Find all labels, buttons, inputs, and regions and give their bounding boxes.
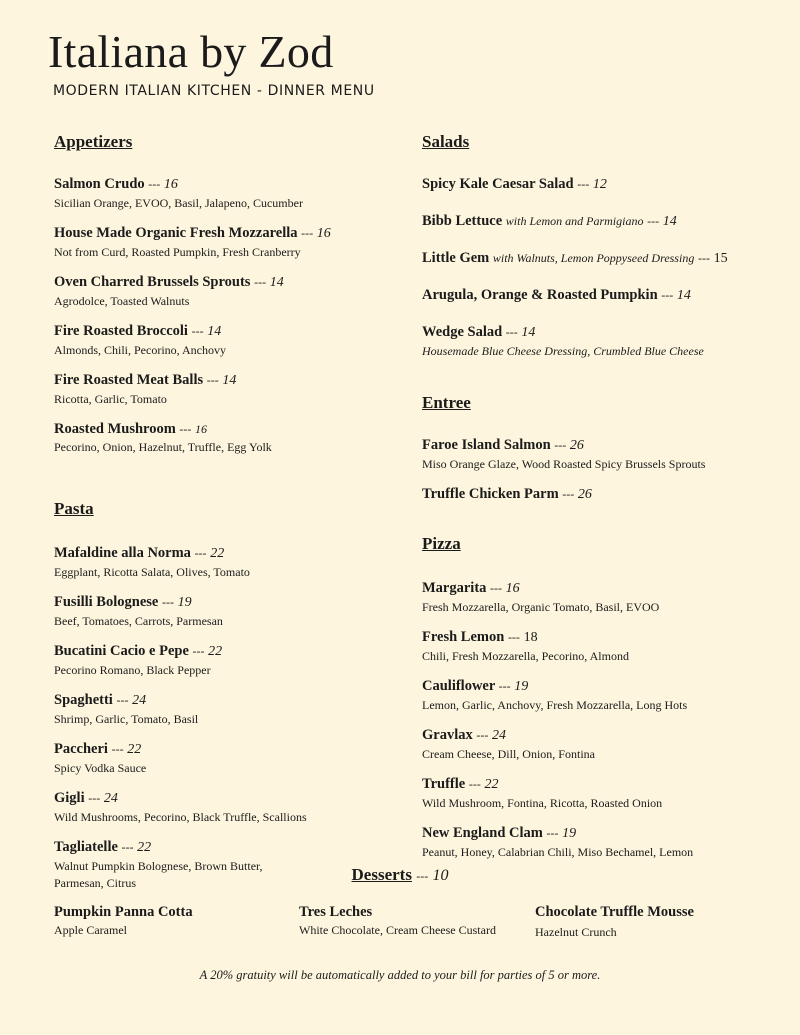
item-name: Chocolate Truffle Mousse [535, 904, 694, 920]
item-name: Pumpkin Panna Cotta [54, 904, 193, 920]
menu-item: Fire Roasted Meat Balls --- 14 Ricotta, Garlic, Tomato [54, 371, 394, 407]
item-note: with Lemon and Parmigiano [505, 214, 644, 228]
right-column [422, 132, 792, 860]
item-note: with Walnuts, Lemon Poppyseed Dressing [492, 251, 695, 265]
item-description: White Chocolate, Cream Cheese Custard [299, 923, 496, 937]
item-description: Chili, Fresh Mozzarella, Pecorino, Almond [422, 649, 629, 663]
item-name: Fusilli Bolognese [54, 594, 159, 610]
pasta-section [54, 499, 394, 891]
menu-item: Fusilli Bolognese --- 19 Beef, Tomatoes, Carrots, Parmesan [54, 593, 394, 629]
item-price: 14 [222, 373, 237, 388]
menu-item: Bucatini Cacio e Pepe --- 22 Pecorino Romano, Black Pepper [54, 642, 394, 678]
restaurant-title: Italiana by Zod [48, 26, 334, 77]
item-price: 12 [592, 177, 607, 192]
gratuity-note: A 20% gratuity will be automatically added to your bill for parties of 5 or more. [199, 968, 601, 982]
item-price: 14 [662, 214, 677, 229]
item-price: 19 [177, 595, 192, 610]
item-price: 16 [195, 422, 208, 436]
item-price: 18 [523, 630, 538, 645]
menu-item: Little Gem with Walnuts, Lemon Poppyseed Dressing --- 15 [422, 250, 728, 266]
item-price: 22 [208, 644, 223, 659]
item-description: Beef, Tomatoes, Carrots, Parmesan [54, 614, 223, 628]
item-description: Miso Orange Glaze, Wood Roasted Spicy Brussels Sprouts [422, 457, 706, 471]
item-name: Faroe Island Salmon [422, 437, 551, 453]
entree-section [422, 393, 792, 504]
dessert-item [299, 903, 539, 938]
item-name: Truffle [422, 776, 466, 792]
item-name: Mafaldine alla Norma [54, 545, 191, 561]
menu-item: House Made Organic Fresh Mozzarella --- 16 Not from Curd, Roasted Pumpkin, Fresh Cranberry [54, 224, 394, 260]
item-description: Lemon, Garlic, Anchovy, Fresh Mozzarella, Long Hots [422, 698, 688, 712]
menu-item: Gigli --- 24 Wild Mushrooms, Pecorino, Black Truffle, Scallions [54, 789, 394, 825]
appetizers-section [54, 132, 394, 455]
item-price: 14 [269, 275, 284, 290]
salads-heading: Salads [422, 132, 470, 151]
menu-item: Spicy Kale Caesar Salad --- 12 [422, 176, 607, 192]
item-name: Bucatini Cacio e Pepe [54, 643, 189, 659]
item-price: 22 [127, 742, 142, 757]
item-name: Gigli [54, 790, 85, 806]
menu-item: Margarita --- 16 Fresh Mozzarella, Organic Tomato, Basil, EVOO [422, 579, 792, 615]
item-price: 15 [713, 251, 728, 266]
menu-item: Gravlax --- 24 Cream Cheese, Dill, Onion, Fontina [422, 726, 792, 762]
desserts-title: Desserts [351, 865, 412, 884]
menu-item: Cauliflower --- 19 Lemon, Garlic, Anchovy, Fresh Mozzarella, Long Hots [422, 677, 792, 713]
menu-item: Salmon Crudo --- 16 Sicilian Orange, EVOO, Basil, Jalapeno, Cucumber [54, 175, 394, 211]
item-name: Truffle Chicken Parm [422, 486, 559, 502]
menu-item: Oven Charred Brussels Sprouts --- 14 Agrodolce, Toasted Walnuts [54, 273, 394, 309]
item-description: Walnut Pumpkin Bolognese, Brown Butter, [54, 859, 263, 873]
entree-heading: Entree [422, 393, 471, 412]
menu-item: Faroe Island Salmon --- 26 Miso Orange Glaze, Wood Roasted Spicy Brussels Sprouts [422, 436, 792, 472]
item-price: 14 [521, 325, 536, 340]
item-description: Apple Caramel [54, 923, 127, 937]
menu-item: Truffle Chicken Parm --- 26 [422, 486, 592, 502]
menu-subtitle: MODERN ITALIAN KITCHEN - DINNER MENU [53, 83, 375, 99]
item-name: Little Gem [422, 250, 490, 266]
item-description: Sicilian Orange, EVOO, Basil, Jalapeno, Cucumber [54, 196, 303, 210]
menu-item: Bibb Lettuce with Lemon and Parmigiano --- 14 [422, 213, 677, 229]
item-name: Wedge Salad [422, 324, 503, 340]
item-description: Hazelnut Crunch [535, 925, 617, 939]
menu-item: Fire Roasted Broccoli --- 14 Almonds, Chili, Pecorino, Anchovy [54, 322, 394, 358]
item-description: Parmesan, Citrus [54, 876, 136, 890]
dessert-item [535, 903, 775, 940]
menu-item: Wedge Salad --- 14 Housemade Blue Cheese Dressing, Crumbled Blue Cheese [422, 323, 792, 359]
menu-item: Fresh Lemon --- 18 Chili, Fresh Mozzarella, Pecorino, Almond [422, 628, 792, 664]
item-description: Shrimp, Garlic, Tomato, Basil [54, 712, 199, 726]
item-price: 16 [505, 581, 520, 596]
item-price: 19 [514, 679, 529, 694]
item-price: 24 [103, 791, 118, 806]
pizza-heading: Pizza [422, 534, 461, 553]
menu-item: New England Clam --- 19 Peanut, Honey, Calabrian Chili, Miso Bechamel, Lemon [422, 824, 792, 860]
item-description: Pecorino, Onion, Hazelnut, Truffle, Egg Yolk [54, 440, 272, 454]
pizza-section [422, 534, 792, 860]
menu-item: Spaghetti --- 24 Shrimp, Garlic, Tomato, Basil [54, 691, 394, 727]
item-price: 26 [569, 438, 584, 453]
item-description: Almonds, Chili, Pecorino, Anchovy [54, 343, 226, 357]
item-name: Roasted Mushroom [54, 421, 176, 437]
item-price: 22 [210, 546, 225, 561]
menu-item: Tagliatelle --- 22 Walnut Pumpkin Bolognese, Brown Butter, Parmesan, Citrus [54, 838, 394, 891]
menu-item: Truffle --- 22 Wild Mushroom, Fontina, Ricotta, Roasted Onion [422, 775, 792, 811]
item-price: 24 [132, 693, 147, 708]
item-name: New England Clam [422, 825, 543, 841]
item-name: Spaghetti [54, 692, 113, 708]
item-price: 14 [207, 324, 222, 339]
item-description: Wild Mushrooms, Pecorino, Black Truffle, Scallions [54, 810, 307, 824]
menu-item: Mafaldine alla Norma --- 22 Eggplant, Ricotta Salata, Olives, Tomato [54, 544, 394, 580]
item-description: Pecorino Romano, Black Pepper [54, 663, 211, 677]
item-name: Tagliatelle [54, 839, 118, 855]
desserts-price: 10 [432, 867, 449, 884]
dessert-item [54, 903, 294, 938]
salads-section [422, 132, 792, 359]
item-name: Spicy Kale Caesar Salad [422, 176, 574, 192]
item-name: House Made Organic Fresh Mozzarella [54, 225, 298, 241]
item-name: Salmon Crudo [54, 176, 145, 192]
item-price: 14 [676, 288, 691, 303]
item-name: Fire Roasted Meat Balls [54, 372, 204, 388]
item-name: Arugula, Orange & Roasted Pumpkin [422, 287, 658, 303]
item-name: Oven Charred Brussels Sprouts [54, 274, 251, 290]
item-name: Gravlax [422, 727, 473, 743]
menu-item: Paccheri --- 22 Spicy Vodka Sauce [54, 740, 394, 776]
appetizers-heading: Appetizers [54, 132, 133, 151]
item-description: Housemade Blue Cheese Dressing, Crumbled Blue Cheese [422, 344, 704, 358]
item-price: 19 [562, 826, 577, 841]
item-name: Bibb Lettuce [422, 213, 503, 229]
menu-item: Arugula, Orange & Roasted Pumpkin --- 14 [422, 287, 691, 303]
item-price: 26 [577, 487, 592, 502]
item-name: Fresh Lemon [422, 629, 505, 645]
item-description: Eggplant, Ricotta Salata, Olives, Tomato [54, 565, 250, 579]
left-column [54, 132, 394, 891]
item-description: Spicy Vodka Sauce [54, 761, 147, 775]
menu-item: Roasted Mushroom --- 16 Pecorino, Onion, Hazelnut, Truffle, Egg Yolk [54, 420, 394, 455]
item-description: Fresh Mozzarella, Organic Tomato, Basil, EVOO [422, 600, 660, 614]
item-price: 16 [316, 226, 331, 241]
item-name: Margarita [422, 580, 487, 596]
desserts-heading: Desserts --- 10 [351, 865, 449, 884]
item-description: Wild Mushroom, Fontina, Ricotta, Roasted Onion [422, 796, 663, 810]
item-name: Tres Leches [299, 904, 373, 920]
item-description: Not from Curd, Roasted Pumpkin, Fresh Cranberry [54, 245, 301, 259]
item-price: 16 [163, 177, 178, 192]
item-name: Cauliflower [422, 678, 496, 694]
pasta-heading: Pasta [54, 499, 94, 518]
item-price: 22 [484, 777, 499, 792]
item-name: Fire Roasted Broccoli [54, 323, 188, 339]
item-description: Cream Cheese, Dill, Onion, Fontina [422, 747, 595, 761]
item-price: 22 [137, 840, 152, 855]
item-description: Ricotta, Garlic, Tomato [54, 392, 167, 406]
item-description: Agrodolce, Toasted Walnuts [54, 294, 190, 308]
item-name: Paccheri [54, 741, 108, 757]
item-price: 24 [492, 728, 506, 743]
item-description: Peanut, Honey, Calabrian Chili, Miso Bechamel, Lemon [422, 845, 694, 859]
